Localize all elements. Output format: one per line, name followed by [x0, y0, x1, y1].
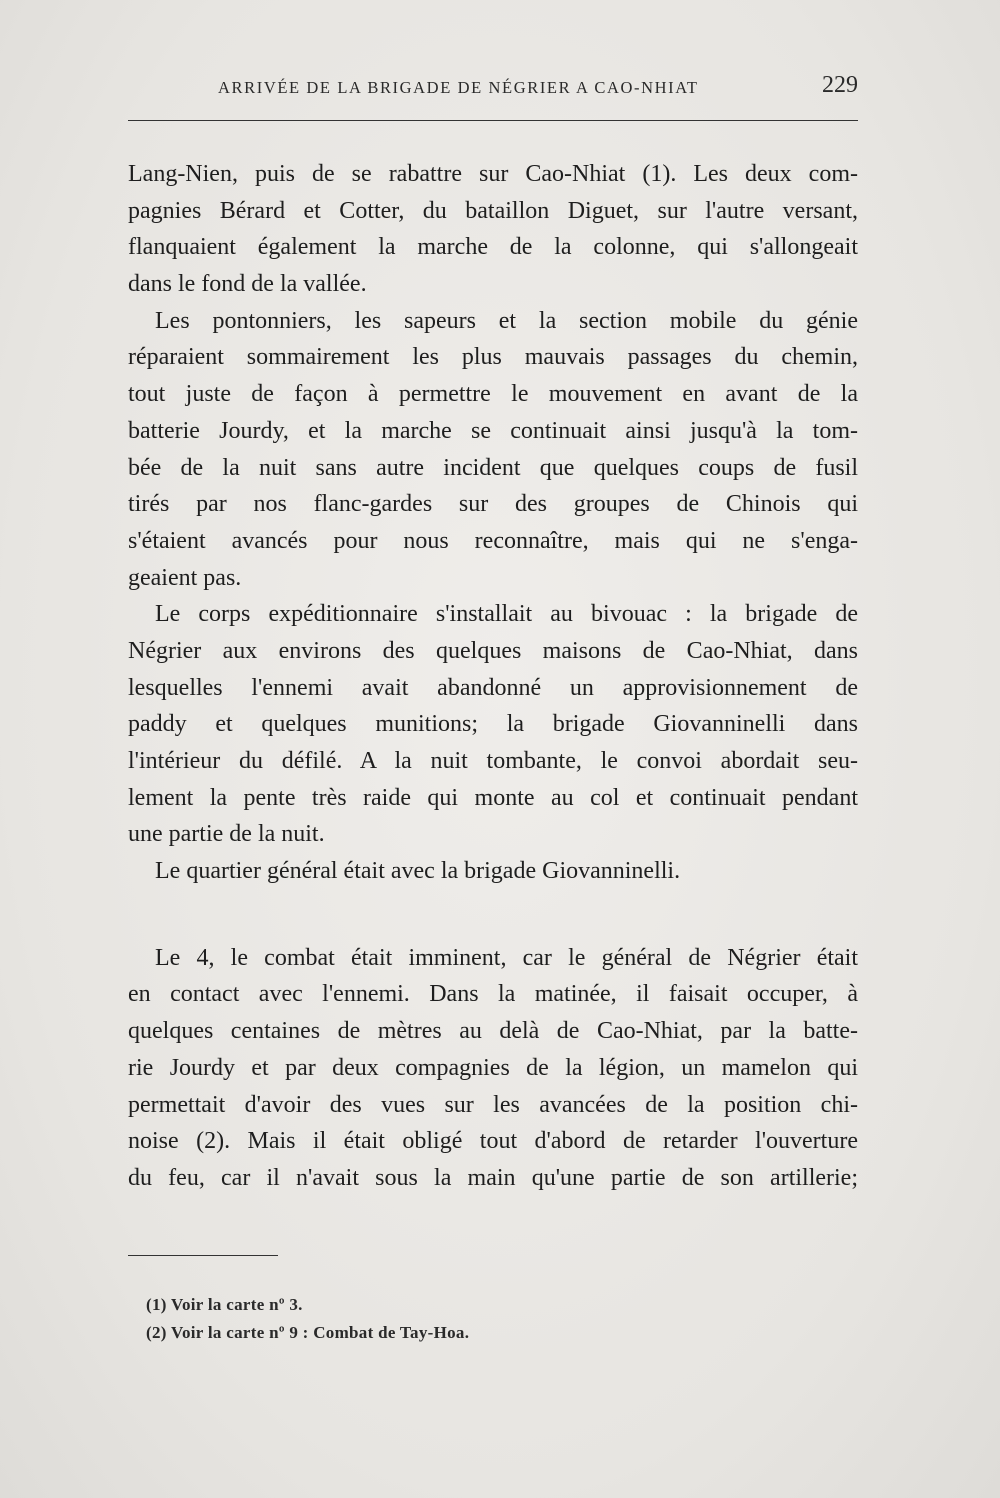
text-line: permettait d'avoir des vues sur les avancées de la position chi- — [128, 1091, 858, 1118]
running-title: ARRIVÉE DE LA BRIGADE DE NÉGRIER A CAO-NHIAT — [218, 78, 699, 97]
text-line: tout juste de façon à permettre le mouvement en avant de la — [128, 381, 858, 408]
text-line: rie Jourdy et par deux compagnies de la légion, un mamelon qui — [128, 1054, 858, 1081]
text-line: Le quartier général était avec la brigade Giovanninelli. — [155, 858, 681, 885]
text-line: du feu, car il n'avait sous la main qu'une partie de son artillerie; — [128, 1164, 858, 1191]
footnote: (2) Voir la carte nº 9 : Combat de Tay-Hoa. — [146, 1323, 470, 1342]
text-line: Les pontonniers, les sapeurs et la section mobile du génie — [155, 307, 858, 334]
header-rule — [128, 120, 858, 121]
text-line: geaient pas. — [128, 564, 242, 591]
paragraph — [128, 156, 858, 303]
page-number: 229 — [822, 72, 858, 98]
paragraph — [128, 303, 858, 597]
text-line: une partie de la nuit. — [128, 821, 325, 848]
footnotes — [146, 1291, 846, 1347]
text-line: paddy et quelques munitions; la brigade Giovanninelli dans — [128, 711, 858, 738]
text-line: quelques centaines de mètres au delà de Cao-Nhiat, par la batte- — [128, 1018, 858, 1045]
running-head — [128, 72, 858, 106]
text-line: flanquaient également la marche de la colonne, qui s'allongeait — [128, 234, 858, 261]
footnote-rule — [128, 1255, 278, 1256]
text-line: batterie Jourdy, et la marche se continuait ainsi jusqu'à la tom- — [128, 417, 858, 444]
text-line: réparaient sommairement les plus mauvais passages du chemin, — [128, 344, 858, 371]
text-line: lesquelles l'ennemi avait abandonné un approvisionnement de — [128, 674, 858, 701]
text-line: tirés par nos flanc-gardes sur des groupes de Chinois qui — [128, 491, 858, 518]
text-line: noise (2). Mais il était obligé tout d'abord de retarder l'ouverture — [128, 1128, 858, 1155]
paragraph — [128, 940, 858, 1197]
text-line: bée de la nuit sans autre incident que quelques coups de fusil — [128, 454, 858, 481]
text-line: pagnies Bérard et Cotter, du bataillon Diguet, sur l'autre versant, — [128, 197, 858, 224]
paragraph — [128, 853, 858, 890]
text-line: Lang-Nien, puis de se rabattre sur Cao-Nhiat (1). Les deux com- — [128, 161, 858, 187]
paragraph — [128, 596, 858, 853]
text-line: s'étaient avancés pour nous reconnaître, mais qui ne s'enga- — [128, 527, 858, 554]
body-text — [128, 156, 858, 1197]
text-line: l'intérieur du défilé. A la nuit tombante, le convoi abordait seu- — [128, 748, 858, 774]
footnote: (1) Voir la carte nº 3. — [146, 1295, 303, 1314]
text-line: Le 4, le combat était imminent, car le général de Négrier était — [155, 944, 858, 971]
text-line: lement la pente très raide qui monte au col et continuait pendant — [128, 784, 858, 811]
text-line: Le corps expéditionnaire s'installait au bivouac : la brigade de — [155, 601, 858, 628]
text-line: Négrier aux environs des quelques maisons de Cao-Nhiat, dans — [128, 637, 858, 664]
text-line: dans le fond de la vallée. — [128, 271, 367, 298]
section-gap — [128, 890, 858, 940]
text-line: en contact avec l'ennemi. Dans la matinée, il faisait occuper, à — [128, 981, 858, 1008]
